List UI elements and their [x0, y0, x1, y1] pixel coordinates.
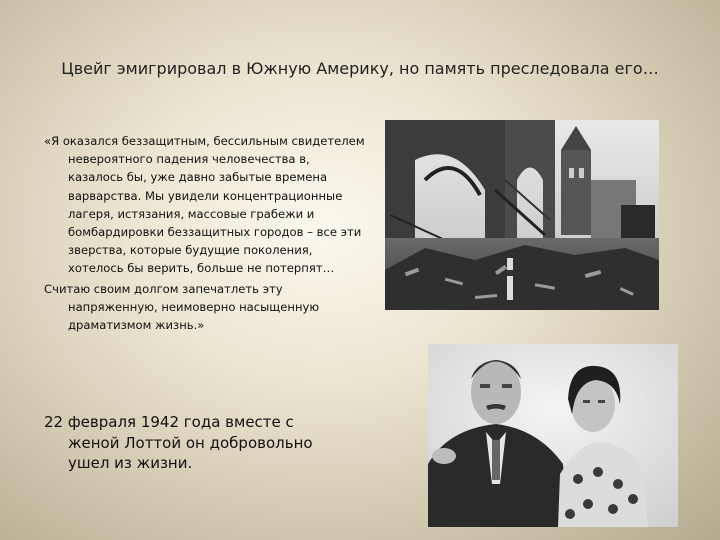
quote-block: [44, 132, 366, 336]
closing-text: 22 февраля 1942 года вместе с женой Лоттой он добровольно ушел из жизни.: [44, 413, 313, 472]
slide-title: Цвейг эмигрировал в Южную Америку, но память преследовала его…: [61, 59, 659, 78]
quote-paragraph-1: «Я оказался беззащитным, бессильным свидетелем невероятного падения человечества в, казалось бы, уже давно забытые времена варварства. Мы увидели концентрационные лагеря, истязания, массовые грабежи и бомбардировки беззащитных городов – все эти зверства, которые будущие поколения, хотелось бы верить, больше не потерпят…: [44, 134, 365, 276]
quote-paragraph-2: Считаю своим долгом запечатлеть эту напряженную, неимоверно насыщенную драматизмом жизнь.»: [44, 281, 320, 333]
couple-photo: [428, 344, 678, 527]
ruins-photo: [385, 120, 659, 310]
